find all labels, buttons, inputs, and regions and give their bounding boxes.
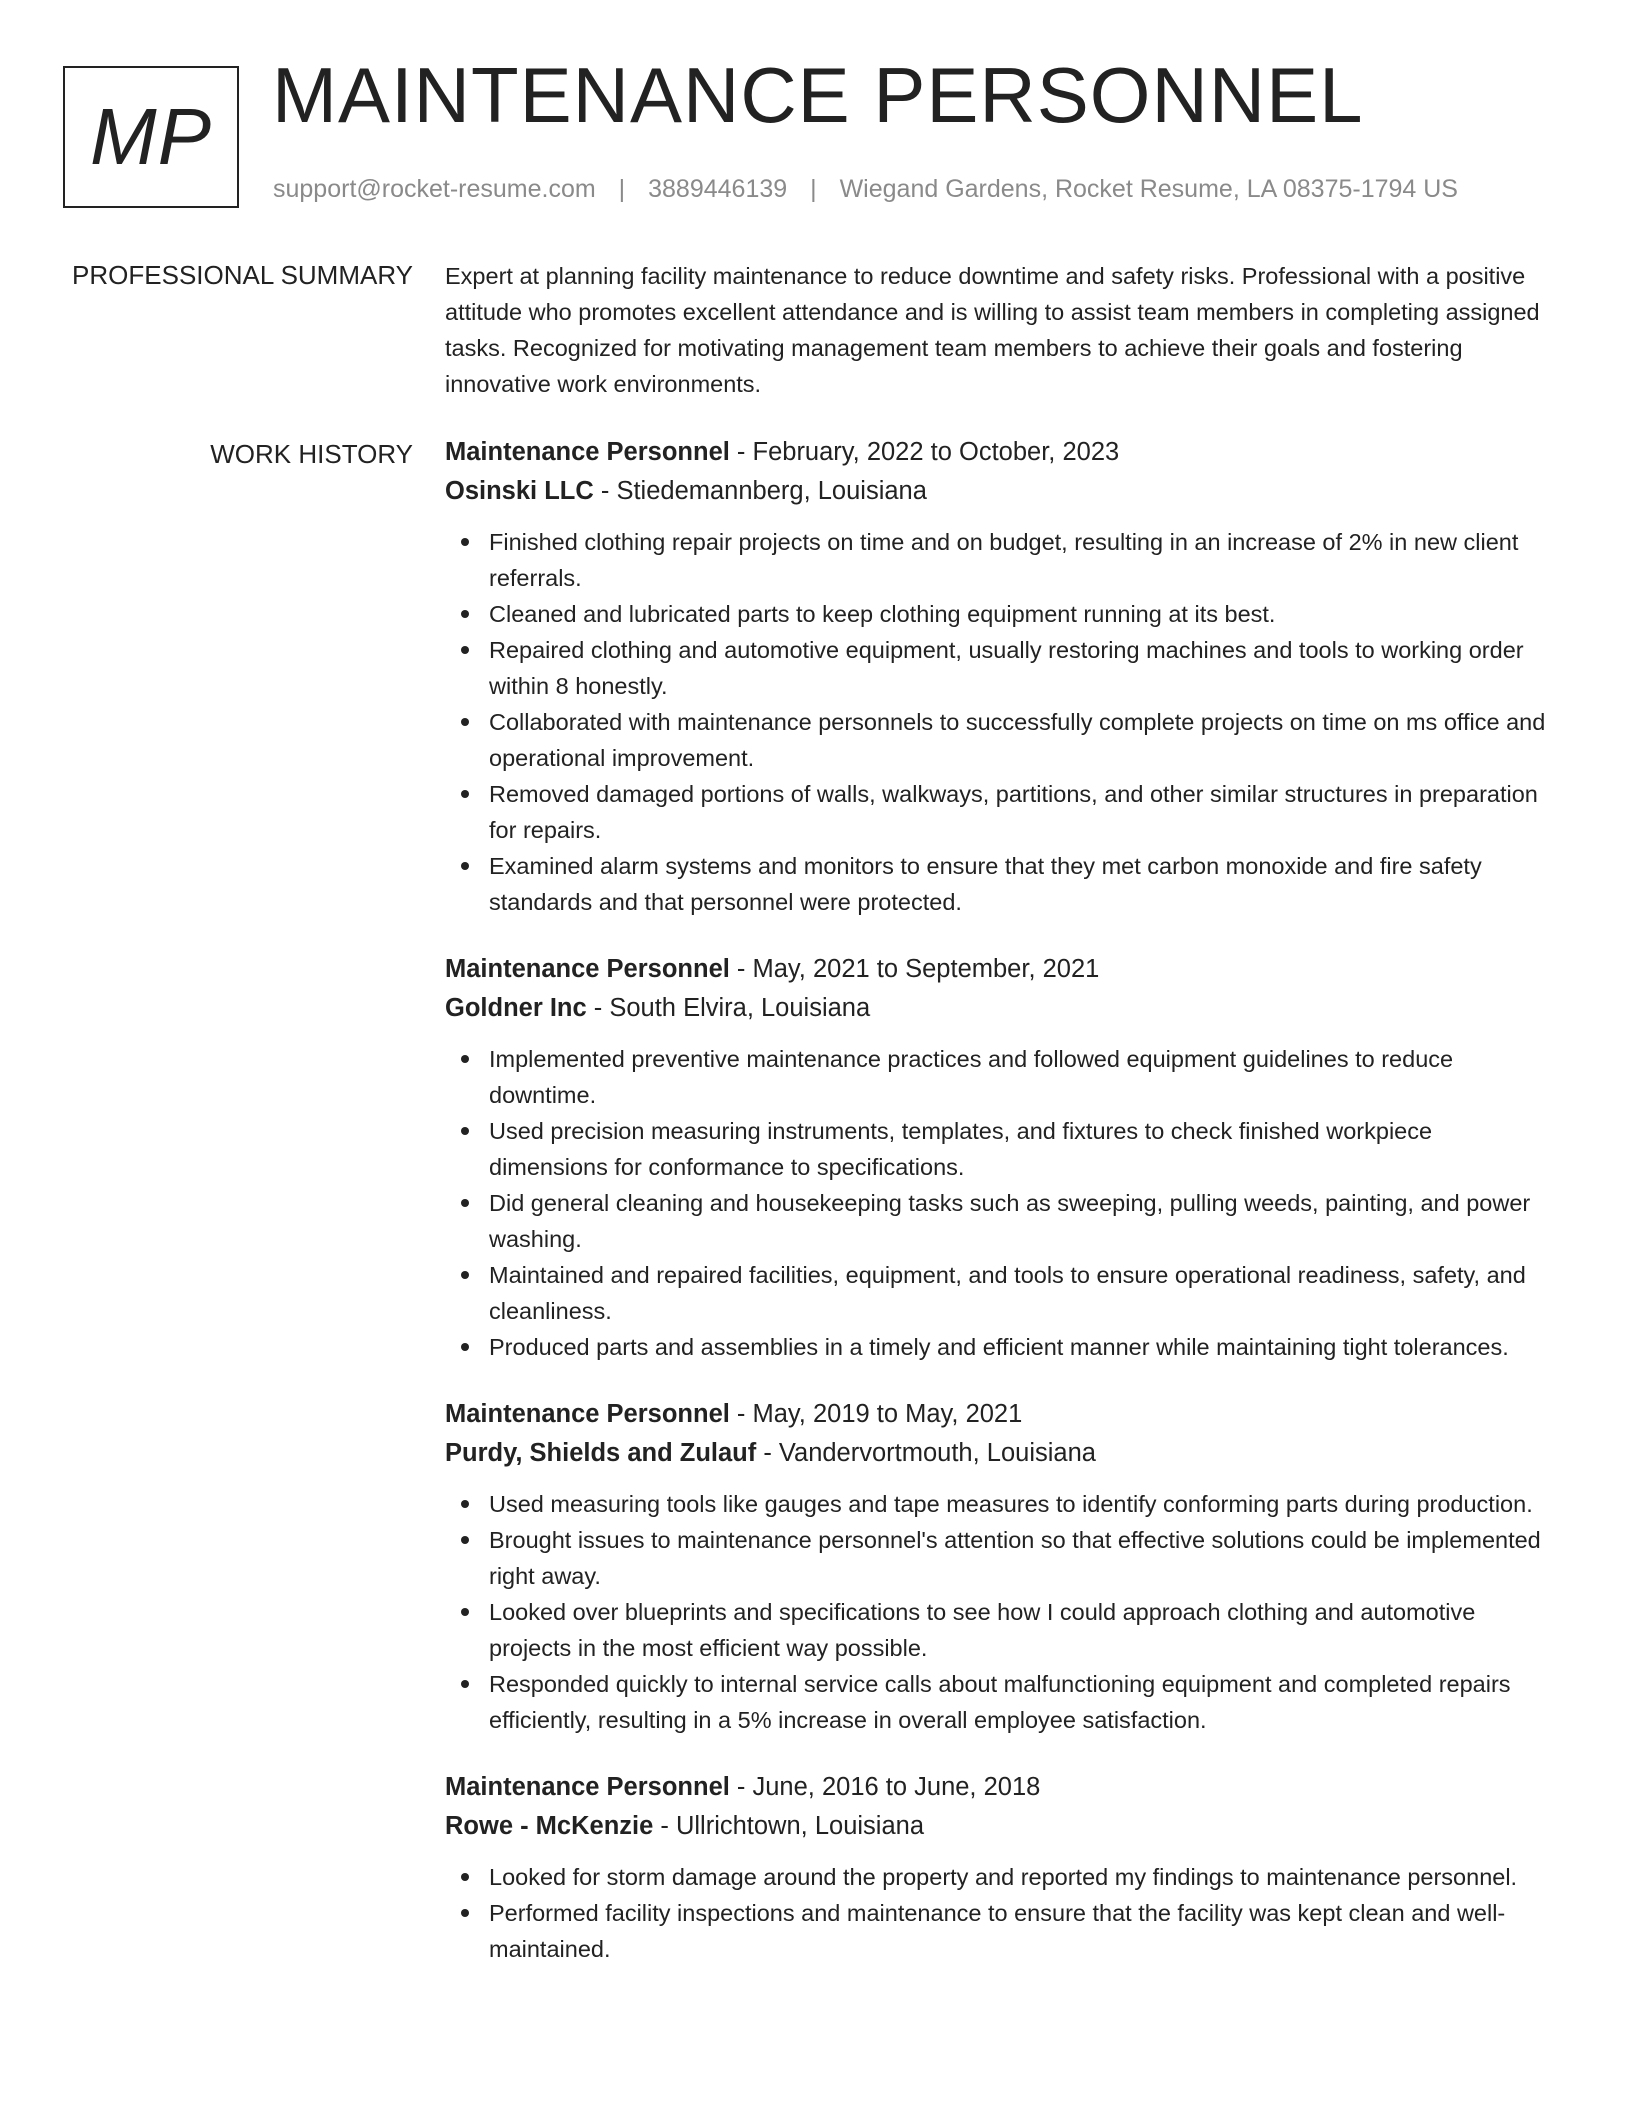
summary-body [445,258,1550,402]
job-location: - Ullrichtown, Louisiana [653,1812,924,1840]
job-bullets [445,1041,1550,1365]
section-label-summary: PROFESSIONAL SUMMARY [72,260,413,290]
section-label-work-history: WORK HISTORY [210,439,413,469]
job-title-line [445,1768,1550,1806]
job-bullets [445,1486,1550,1738]
job-location: - Vandervortmouth, Louisiana [756,1439,1096,1467]
bullet-item: Examined alarm systems and monitors to ensure that they met carbon monoxide and fire safety standards and that personnel were protected. [489,848,1550,920]
bullet-item: Collaborated with maintenance personnels to successfully complete projects on time on ms office and operational improvement. [489,704,1550,776]
job-location: - Stiedemannberg, Louisiana [593,477,927,505]
job-dates: - June, 2016 to June, 2018 [729,1773,1041,1801]
job-company: Purdy, Shields and Zulauf [445,1439,757,1467]
job-title: Maintenance Personnel [445,438,730,466]
job-company: Osinski LLC [445,477,594,505]
bullet-item: Maintained and repaired facilities, equipment, and tools to ensure operational readiness, safety, and cleanliness. [489,1257,1550,1329]
bullet-item: Used precision measuring instruments, templates, and fixtures to check finished workpiece dimensions for conformance to specifications. [489,1113,1550,1185]
job-location: - South Elvira, Louisiana [586,994,871,1022]
job-dates: - May, 2021 to September, 2021 [729,955,1100,983]
bullet-item: Repaired clothing and automotive equipment, usually restoring machines and tools to working order within 8 honestly. [489,632,1550,704]
job-entry [445,1395,1550,1738]
contact-separator: | [618,175,626,203]
job-dates: - February, 2022 to October, 2023 [729,438,1120,466]
job-company: Rowe - McKenzie [445,1812,654,1840]
bullet-item: Looked over blueprints and specifications to see how I could approach clothing and automotive projects in the most efficient way possible. [489,1594,1550,1666]
monogram-initials: MP [90,92,212,181]
bullet-item: Responded quickly to internal service calls about malfunctioning equipment and completed repairs efficiently, resulting in a 5% increase in overall employee satisfaction. [489,1666,1550,1738]
bullet-item: Produced parts and assemblies in a timely and efficient manner while maintaining tight tolerances. [489,1329,1550,1365]
summary-text: Expert at planning facility maintenance to reduce downtime and safety risks. Professional with a positive attitude who promotes excellent attendance and is willing to assist team members in completing assigned tasks. Recognized for motivating management team members to achieve their goals and fostering innovative work environments. [445,263,1540,397]
resume-name: MAINTENANCE PERSONNEL [272,51,1364,139]
contact-email: support@rocket-resume.com [273,175,596,203]
contact-line [273,175,1458,204]
work-history-body [445,433,1550,1997]
bullet-item: Did general cleaning and housekeeping tasks such as sweeping, pulling weeds, painting, and power washing. [489,1185,1550,1257]
job-entry [445,433,1550,920]
bullet-item: Removed damaged portions of walls, walkways, partitions, and other similar structures in preparation for repairs. [489,776,1550,848]
contact-separator: | [810,175,817,203]
job-title-line [445,950,1550,988]
job-entry [445,950,1550,1365]
bullet-item: Performed facility inspections and maintenance to ensure that the facility was kept clean and well-maintained. [489,1895,1550,1967]
job-title-line [445,1395,1550,1433]
bullet-item: Used measuring tools like gauges and tape measures to identify conforming parts during production. [489,1486,1550,1522]
job-bullets [445,524,1550,920]
contact-address: Wiegand Gardens, Rocket Resume, LA 08375-1794 US [839,175,1458,203]
job-company-line [445,1806,1550,1846]
job-entry [445,1768,1550,1967]
job-company-line [445,1433,1550,1473]
bullet-item: Cleaned and lubricated parts to keep clothing equipment running at its best. [489,596,1550,632]
bullet-item: Brought issues to maintenance personnel's attention so that effective solutions could be implemented right away. [489,1522,1550,1594]
bullet-item: Looked for storm damage around the property and reported my findings to maintenance personnel. [489,1859,1550,1895]
monogram-box [63,66,239,208]
bullet-item: Finished clothing repair projects on time and on budget, resulting in an increase of 2% in new client referrals. [489,524,1550,596]
job-bullets [445,1859,1550,1967]
job-company-line [445,471,1550,511]
job-title: Maintenance Personnel [445,955,730,983]
job-dates: - May, 2019 to May, 2021 [729,1400,1023,1428]
bullet-item: Implemented preventive maintenance practices and followed equipment guidelines to reduce downtime. [489,1041,1550,1113]
job-title: Maintenance Personnel [445,1773,730,1801]
contact-phone: 3889446139 [648,175,788,203]
job-title-line [445,433,1550,471]
job-company-line [445,988,1550,1028]
job-company: Goldner Inc [445,994,587,1022]
job-title: Maintenance Personnel [445,1400,730,1428]
